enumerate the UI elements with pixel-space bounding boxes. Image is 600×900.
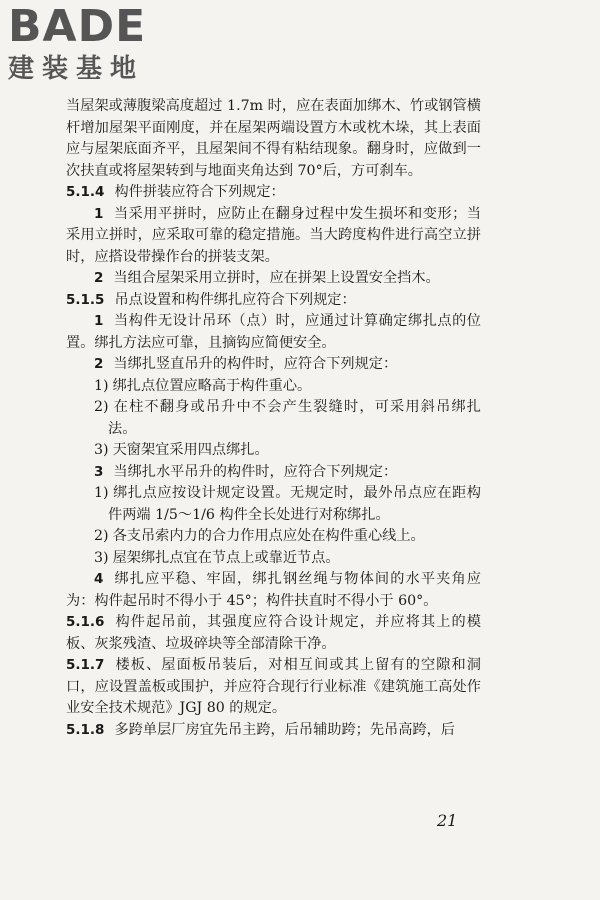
item-number: 1 — [94, 205, 104, 222]
sub-item — [66, 397, 481, 440]
section-clause — [66, 612, 481, 655]
item-number: 4 — [94, 571, 104, 587]
item-number: 2 — [94, 270, 104, 286]
section-number: 5.1.4 — [66, 184, 105, 200]
sub-text: 天窗架宜采用四点绑扎。 — [112, 442, 269, 458]
section-text: 构件拼装应符合下列规定： — [114, 184, 285, 200]
sub-number: 2) — [94, 399, 109, 415]
item-number: 2 — [94, 356, 104, 372]
sub-number: 3) — [94, 549, 109, 566]
section-number: 5.1.5 — [66, 291, 105, 308]
sub-item — [66, 376, 481, 398]
sub-item — [66, 548, 481, 570]
sub-text: 在柱不翻身或吊升中不会产生裂缝时，可采用斜吊绑扎法。 — [108, 399, 481, 437]
page-number: 21 — [437, 811, 458, 830]
section-number: 5.1.8 — [66, 721, 105, 738]
item-number: 1 — [94, 313, 104, 329]
item-text: 当组合屋架采用立拼时，应在拼架上设置安全挡木。 — [113, 270, 440, 286]
clause-item — [66, 311, 481, 354]
section-clause — [66, 290, 481, 312]
item-text: 当绑扎水平吊升的构件时，应符合下列规定： — [113, 463, 398, 480]
document-body — [66, 96, 481, 741]
sub-item — [66, 483, 481, 526]
item-text: 当绑扎竖直吊升的构件时，应符合下列规定： — [113, 356, 398, 372]
sub-text: 各支吊索内力的合力作用点应处在构件重心线上。 — [112, 528, 425, 544]
logo-subtitle: 建装基地 — [8, 54, 145, 84]
section-text: 构件起吊前，其强度应符合设计规定，并应将其上的模板、灰浆残渣、垃圾碎块等全部清除干净。 — [66, 614, 481, 652]
section-number: 5.1.6 — [66, 614, 105, 630]
logo-brand: BADE — [8, 1, 147, 52]
section-text: 多跨单层厂房宜先吊主跨，后吊辅助跨；先吊高跨，后 — [114, 721, 455, 738]
sub-number: 2) — [94, 528, 109, 544]
section-text: 楼板、屋面板吊装后，对相互间或其上留有的空隙和洞口，应设置盖板或围护，并应符合现行行业标准《建筑施工高处作业安全技术规范》JGJ 80 的规定。 — [66, 657, 481, 716]
logo — [8, 1, 178, 84]
sub-number: 1) — [94, 377, 109, 394]
clause-item — [66, 462, 481, 484]
clause-item — [66, 204, 481, 269]
item-text: 绑扎应平稳、牢固，绑扎钢丝绳与物体间的水平夹角应为：构件起吊时不得小于 45°；构件扶直时不得小于 60°。 — [66, 571, 481, 609]
item-number: 3 — [94, 463, 104, 480]
sub-text: 绑扎点位置应略高于构件重心。 — [112, 377, 312, 394]
clause-item — [66, 354, 481, 376]
sub-text: 绑扎点应按设计规定设置。无规定时，最外吊点应在距构件两端 1/5～1/6 构件全长处进行对称绑扎。 — [108, 485, 481, 523]
paragraph-text: 当屋架或薄腹梁高度超过 1.7m 时，应在表面加绑木、竹或钢管横杆增加屋架平面刚度，并在屋架两端设置方木或枕木垛，其上表面应与屋架底面齐平，且屋架间不得有粘结现象。翻身时，应做到一次扶直或将屋架转到与地面夹角达到 70°后，方可刹车。 — [66, 98, 481, 179]
clause-item — [66, 569, 481, 612]
sub-text: 屋架绑扎点宜在节点上或靠近节点。 — [112, 549, 340, 566]
sub-number: 3) — [94, 442, 109, 458]
section-text: 吊点设置和构件绑扎应符合下列规定： — [114, 291, 356, 308]
sub-item — [66, 440, 481, 462]
section-number: 5.1.7 — [66, 657, 105, 673]
clause-item — [66, 268, 481, 290]
section-clause — [66, 655, 481, 720]
sub-item — [66, 526, 481, 548]
paragraph-continuation — [66, 96, 481, 182]
sub-number: 1) — [94, 485, 109, 501]
item-text: 当采用平拼时，应防止在翻身过程中发生损坏和变形；当采用立拼时，应采取可靠的稳定措施。当大跨度构件进行高空立拼时，应搭设带操作台的拼装支架。 — [66, 205, 481, 265]
section-clause — [66, 720, 481, 742]
section-clause — [66, 182, 481, 204]
item-text: 当构件无设计吊环（点）时，应通过计算确定绑扎点的位置。绑扎方法应可靠，且摘钩应简便安全。 — [66, 313, 481, 351]
